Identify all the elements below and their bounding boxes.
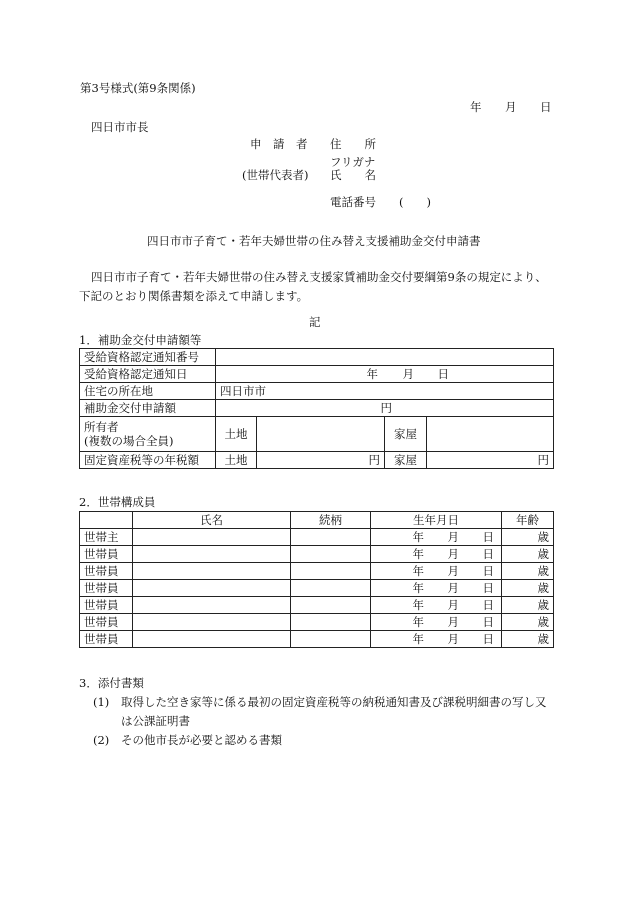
residence-value: 四日市市 [220, 384, 266, 398]
section3-heading: 3．添付書類 [79, 676, 144, 690]
attachment-1-text: 取得した空き家等に係る最初の固定資産税等の納税通知書及び課税明細書の写し又 [121, 695, 547, 709]
addressee: 四日市市長 [91, 120, 149, 134]
section2-heading: 2．世帯構成員 [79, 495, 156, 509]
owner-label-line2: (複数の場合全員) [84, 434, 174, 448]
member-type: 世帯員 [80, 614, 133, 631]
member-relation-field[interactable] [291, 631, 371, 648]
year-unit: 年 [412, 615, 424, 629]
member-type-header [80, 512, 133, 529]
residence-field[interactable] [216, 383, 554, 400]
month-unit: 月 [447, 632, 459, 646]
table-row [80, 614, 554, 631]
member-age-field[interactable] [502, 631, 554, 648]
table-row [80, 366, 554, 383]
ki-label: 記 [309, 315, 321, 329]
member-type: 世帯主 [80, 529, 133, 546]
member-relation-field[interactable] [291, 563, 371, 580]
month-unit: 月 [402, 367, 414, 381]
month-unit: 月 [447, 547, 459, 561]
year-unit: 年 [412, 598, 424, 612]
member-type: 世帯員 [80, 546, 133, 563]
name-label: 氏 名 [330, 168, 376, 182]
name-header: 氏名 [133, 512, 291, 529]
year-unit: 年 [412, 632, 424, 646]
attachment-1-number: (1) [93, 695, 110, 709]
member-type: 世帯員 [80, 597, 133, 614]
member-name-field[interactable] [133, 529, 291, 546]
member-birthdate-field[interactable] [371, 563, 502, 580]
year-unit: 年 [412, 564, 424, 578]
table-header-row [80, 512, 554, 529]
member-relation-field[interactable] [291, 580, 371, 597]
age-unit: 歳 [537, 547, 549, 561]
age-unit: 歳 [537, 598, 549, 612]
member-age-field[interactable] [502, 546, 554, 563]
household-rep-label: (世帯代表者) [242, 168, 309, 182]
member-birthdate-field[interactable] [371, 614, 502, 631]
amount-label: 補助金交付申請額 [80, 400, 216, 417]
day-unit: 日 [482, 564, 494, 578]
attachment-1-text-cont: は公課証明書 [121, 714, 190, 728]
table-row [80, 349, 554, 366]
month-unit: 月 [447, 598, 459, 612]
member-name-field[interactable] [133, 597, 291, 614]
tax-land-label: 土地 [216, 452, 257, 469]
year-unit: 年 [412, 581, 424, 595]
year-unit: 年 [412, 530, 424, 544]
notice-date-label: 受給資格認定通知日 [80, 366, 216, 383]
owner-house-field[interactable] [427, 417, 554, 452]
table-row [80, 580, 554, 597]
month-unit: 月 [447, 530, 459, 544]
owner-land-field[interactable] [257, 417, 385, 452]
year-unit: 年 [412, 547, 424, 561]
member-name-field[interactable] [133, 614, 291, 631]
day-unit: 日 [482, 581, 494, 595]
notice-number-label: 受給資格認定通知番号 [80, 349, 216, 366]
date-month-label: 月 [505, 100, 517, 114]
notice-number-field[interactable] [216, 349, 554, 366]
phone-label: 電話番号 [330, 195, 376, 209]
table-row [80, 400, 554, 417]
member-age-field[interactable] [502, 614, 554, 631]
age-unit: 歳 [537, 632, 549, 646]
day-unit: 日 [482, 615, 494, 629]
tax-house-field[interactable] [427, 452, 554, 469]
member-type: 世帯員 [80, 631, 133, 648]
member-relation-field[interactable] [291, 529, 371, 546]
notice-date-field[interactable] [216, 366, 554, 383]
intro-line-1: 四日市市子育て・若年夫婦世帯の住み替え支援家賃補助金交付要綱第9条の規定により、 [91, 270, 547, 284]
table-row [80, 631, 554, 648]
household-table [79, 511, 554, 648]
table-row [80, 529, 554, 546]
owner-house-label: 家屋 [385, 417, 427, 452]
table-row [80, 383, 554, 400]
table-row [80, 563, 554, 580]
day-unit: 日 [482, 598, 494, 612]
member-name-field[interactable] [133, 580, 291, 597]
member-birthdate-field[interactable] [371, 529, 502, 546]
day-unit: 日 [437, 367, 449, 381]
owner-land-label: 土地 [216, 417, 257, 452]
month-unit: 月 [447, 564, 459, 578]
member-name-field[interactable] [133, 546, 291, 563]
yen-unit: 円 [380, 401, 392, 415]
residence-label: 住宅の所在地 [80, 383, 216, 400]
amount-field[interactable] [216, 400, 554, 417]
owner-label-line1: 所有者 [84, 420, 119, 434]
subsidy-table [79, 348, 554, 469]
member-age-field[interactable] [502, 597, 554, 614]
intro-line-2: 下記のとおり関係書類を添えて申請します。 [79, 289, 309, 303]
member-birthdate-field[interactable] [371, 580, 502, 597]
member-age-field[interactable] [502, 563, 554, 580]
member-type: 世帯員 [80, 563, 133, 580]
month-unit: 月 [447, 581, 459, 595]
table-row [80, 452, 554, 469]
year-unit: 年 [366, 367, 378, 381]
furigana-label: フリガナ [330, 155, 376, 169]
date-year-label: 年 [470, 100, 482, 114]
birthdate-header: 生年月日 [371, 512, 502, 529]
relation-header: 続柄 [291, 512, 371, 529]
attachment-2-text: その他市長が必要と認める書類 [121, 733, 282, 747]
address-label: 住 所 [330, 137, 376, 151]
table-row [80, 597, 554, 614]
tax-land-field[interactable] [257, 452, 385, 469]
applicant-label: 申 請 者 [250, 137, 308, 151]
month-unit: 月 [447, 615, 459, 629]
table-row [80, 417, 554, 452]
age-header: 年齢 [502, 512, 554, 529]
owner-label [80, 417, 216, 452]
table-row [80, 546, 554, 563]
tax-house-label: 家屋 [385, 452, 427, 469]
date-day-label: 日 [540, 100, 552, 114]
member-relation-field[interactable] [291, 546, 371, 563]
document-title: 四日市市子育て・若年夫婦世帯の住み替え支援補助金交付申請書 [147, 234, 481, 248]
day-unit: 日 [482, 547, 494, 561]
member-name-field[interactable] [133, 631, 291, 648]
member-relation-field[interactable] [291, 614, 371, 631]
member-birthdate-field[interactable] [371, 631, 502, 648]
yen-unit: 円 [537, 453, 549, 467]
member-age-field[interactable] [502, 580, 554, 597]
age-unit: 歳 [537, 564, 549, 578]
age-unit: 歳 [537, 615, 549, 629]
member-name-field[interactable] [133, 563, 291, 580]
phone-parens: ( ) [399, 195, 431, 209]
member-birthdate-field[interactable] [371, 546, 502, 563]
member-relation-field[interactable] [291, 597, 371, 614]
yen-unit: 円 [368, 453, 380, 467]
member-age-field[interactable] [502, 529, 554, 546]
day-unit: 日 [482, 632, 494, 646]
member-birthdate-field[interactable] [371, 597, 502, 614]
age-unit: 歳 [537, 581, 549, 595]
form-number: 第3号様式(第9条関係) [80, 81, 196, 95]
day-unit: 日 [482, 530, 494, 544]
attachment-2-number: (2) [93, 733, 110, 747]
member-type: 世帯員 [80, 580, 133, 597]
tax-label: 固定資産税等の年税額 [80, 452, 216, 469]
age-unit: 歳 [537, 530, 549, 544]
section1-heading: 1．補助金交付申請額等 [79, 333, 202, 347]
